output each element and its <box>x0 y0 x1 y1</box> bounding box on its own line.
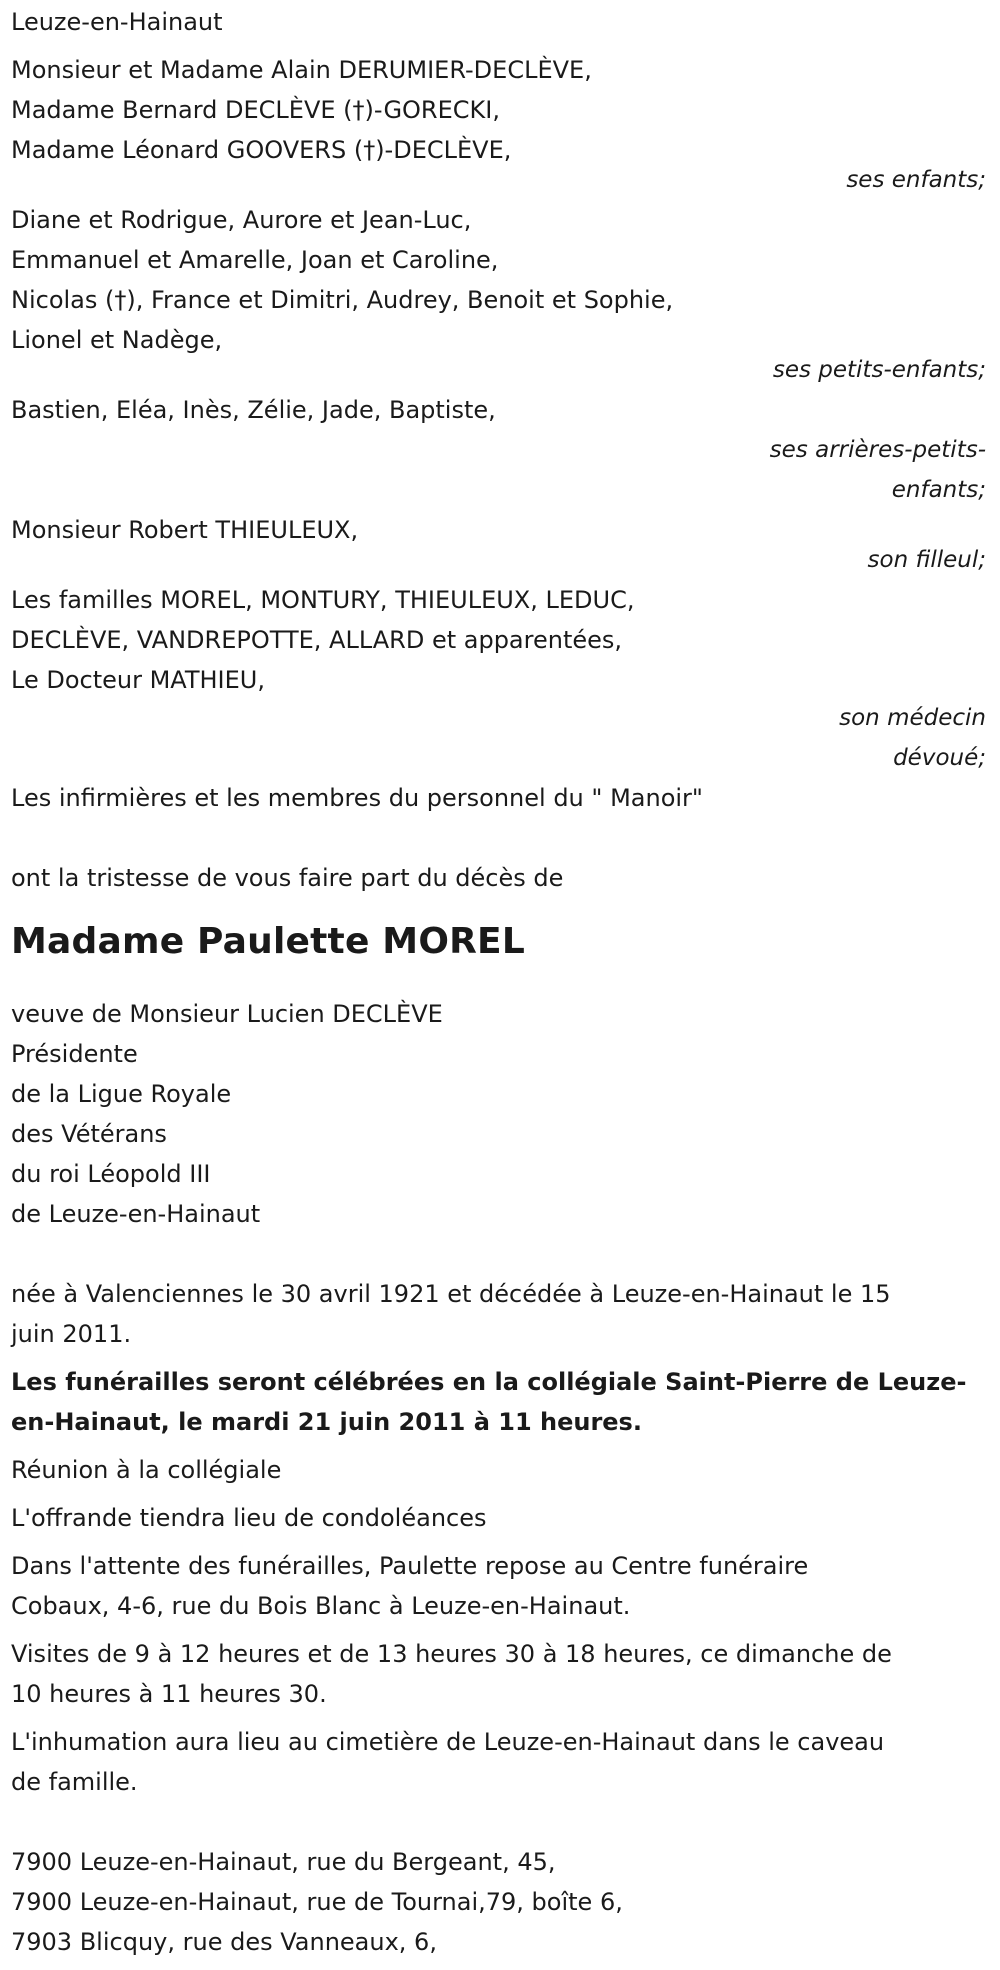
visits-paragraph <box>11 1634 986 1714</box>
birth-death-line: juin 2011. <box>11 1320 132 1348</box>
rest-paragraph <box>11 1546 986 1626</box>
title-line: Présidente <box>11 1040 138 1068</box>
godson-role: son filleul; <box>867 547 986 573</box>
offering-line: L'offrande tiendra lieu de condoléances <box>11 1504 487 1532</box>
doctor-role: son médecin <box>839 705 986 731</box>
visits-line: Visites de 9 à 12 heures et de 13 heures 30 à 18 heures, ce dimanche de <box>11 1640 892 1668</box>
address-line: 7903 Blicquy, rue des Vanneaux, 6, <box>11 1928 437 1956</box>
visits-line: 10 heures à 11 heures 30. <box>11 1680 327 1708</box>
funeral-paragraph <box>11 1362 986 1442</box>
burial-paragraph <box>11 1722 986 1802</box>
title-line: veuve de Monsieur Lucien DECLÈVE <box>11 1000 443 1028</box>
city-header: Leuze-en-Hainaut <box>11 8 223 36</box>
families-line: Le Docteur MATHIEU, <box>11 666 265 694</box>
children-line: Monsieur et Madame Alain DERUMIER-DECLÈVE, <box>11 56 592 84</box>
great-grandchildren-role: enfants; <box>891 477 986 503</box>
title-line: de Leuze-en-Hainaut <box>11 1200 261 1228</box>
rest-line: Dans l'attente des funérailles, Paulette repose au Centre funéraire <box>11 1552 809 1580</box>
rest-line: Cobaux, 4-6, rue du Bois Blanc à Leuze-en-Hainaut. <box>11 1592 631 1620</box>
title-line: des Vétérans <box>11 1120 167 1148</box>
meeting-line: Réunion à la collégiale <box>11 1456 282 1484</box>
address-line: 7900 Leuze-en-Hainaut, rue du Bergeant, 45, <box>11 1848 556 1876</box>
children-line: Madame Bernard DECLÈVE (†)-GORECKI, <box>11 96 500 124</box>
burial-line: de famille. <box>11 1768 138 1796</box>
families-section <box>11 580 986 778</box>
grandchildren-line: Emmanuel et Amarelle, Joan et Caroline, <box>11 246 499 274</box>
obituary-body <box>11 2 986 1962</box>
grandchildren-line: Lionel et Nadège, <box>11 326 223 354</box>
funeral-line: en-Hainaut, le mardi 21 juin 2011 à 11 heures. <box>11 1408 642 1436</box>
staff-line: Les infirmières et les membres du personnel du " Manoir" <box>11 784 703 812</box>
children-section <box>11 50 986 200</box>
families-line: DECLÈVE, VANDREPOTTE, ALLARD et apparentées, <box>11 626 623 654</box>
grandchildren-section <box>11 200 986 390</box>
children-role: ses enfants; <box>846 167 986 193</box>
great-grandchildren-line: Bastien, Eléa, Inès, Zélie, Jade, Baptiste, <box>11 396 496 424</box>
great-grandchildren-role: ses arrières-petits- <box>769 437 986 463</box>
grandchildren-line: Diane et Rodrigue, Aurore et Jean-Luc, <box>11 206 472 234</box>
birth-death-paragraph <box>11 1274 986 1354</box>
title-line: du roi Léopold III <box>11 1160 211 1188</box>
godson-section <box>11 510 986 580</box>
birth-death-line: née à Valenciennes le 30 avril 1921 et décédée à Leuze-en-Hainaut le 15 <box>11 1280 891 1308</box>
burial-line: L'inhumation aura lieu au cimetière de Leuze-en-Hainaut dans le caveau <box>11 1728 885 1756</box>
doctor-role: dévoué; <box>893 745 986 771</box>
title-line: de la Ligue Royale <box>11 1080 232 1108</box>
address-line: 7900 Leuze-en-Hainaut, rue de Tournai,79, boîte 6, <box>11 1888 623 1916</box>
families-line: Les familles MOREL, MONTURY, THIEULEUX, LEDUC, <box>11 586 635 614</box>
titles-section <box>11 994 986 1234</box>
great-grandchildren-section <box>11 390 986 510</box>
children-line: Madame Léonard GOOVERS (†)-DECLÈVE, <box>11 136 512 164</box>
announcement-line: ont la tristesse de vous faire part du décès de <box>11 864 564 892</box>
addresses-section <box>11 1842 986 1962</box>
deceased-name: Madame Paulette MOREL <box>11 921 525 962</box>
grandchildren-line: Nicolas (†), France et Dimitri, Audrey, Benoit et Sophie, <box>11 286 674 314</box>
grandchildren-role: ses petits-enfants; <box>772 357 986 383</box>
godson-line: Monsieur Robert THIEULEUX, <box>11 516 359 544</box>
funeral-line: Les funérailles seront célébrées en la collégiale Saint-Pierre de Leuze- <box>11 1368 967 1396</box>
